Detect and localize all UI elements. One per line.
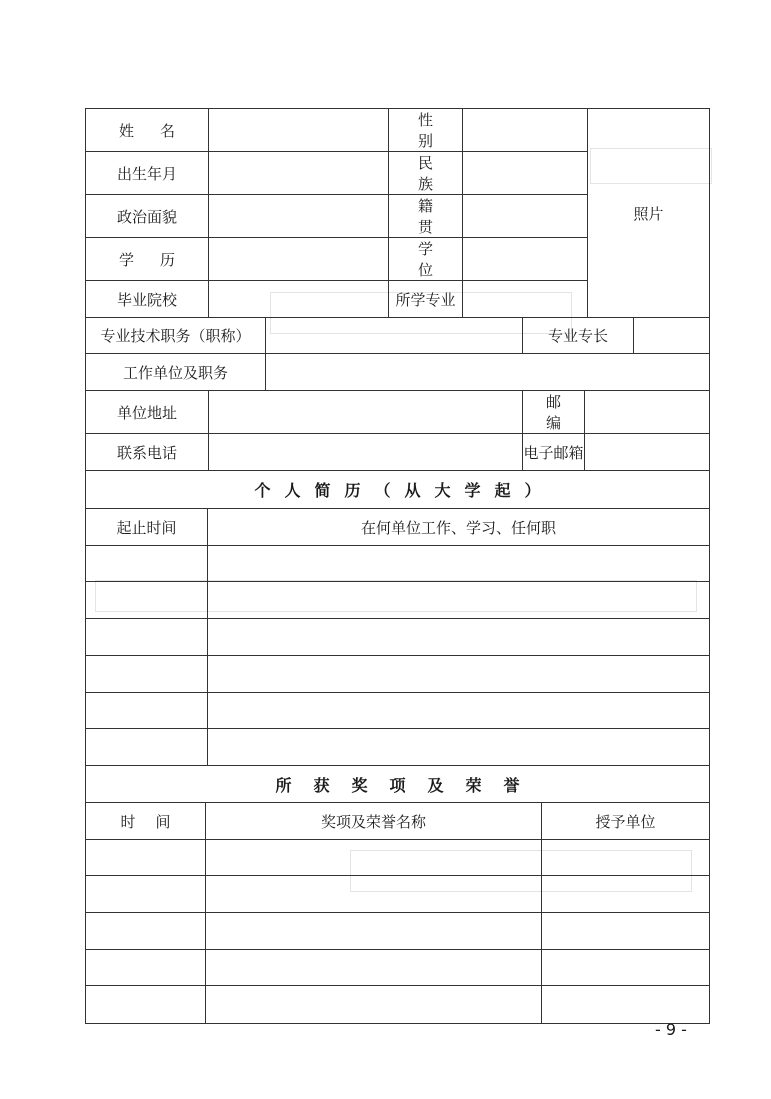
award-name-cell[interactable]: [206, 913, 542, 950]
application-form: [85, 108, 709, 1024]
birth-date-field[interactable]: [209, 152, 389, 195]
professional-title-field[interactable]: [266, 318, 523, 354]
native-place-label: 籍贯: [389, 195, 463, 238]
resume-period-cell[interactable]: [86, 619, 208, 656]
resume-period-cell[interactable]: [86, 546, 208, 582]
award-name-cell[interactable]: [206, 840, 542, 876]
degree-label: 学位: [389, 238, 463, 281]
phone-label: 联系电话: [86, 434, 209, 471]
award-time-cell[interactable]: [86, 913, 206, 950]
professional-title-label: 专业技术职务（职称）: [86, 318, 266, 354]
award-grantor-cell[interactable]: [542, 913, 710, 950]
phone-field[interactable]: [209, 434, 523, 471]
basic-info-table: [85, 108, 710, 471]
page-number: - 9 -: [655, 1020, 687, 1039]
resume-col-detail: 在何单位工作、学习、任何职: [208, 509, 710, 546]
work-address-field[interactable]: [209, 391, 523, 434]
political-status-field[interactable]: [209, 195, 389, 238]
award-name-cell[interactable]: [206, 876, 542, 913]
gender-label: 性别: [389, 109, 463, 152]
resume-period-cell[interactable]: [86, 582, 208, 619]
graduate-school-field[interactable]: [209, 281, 389, 318]
resume-period-cell[interactable]: [86, 693, 208, 729]
ethnicity-field[interactable]: [463, 152, 588, 195]
award-grantor-cell[interactable]: [542, 840, 710, 876]
awards-col-name: 奖项及荣誉名称: [206, 803, 542, 840]
workplace-label: 工作单位及职务: [86, 354, 266, 391]
resume-period-cell[interactable]: [86, 656, 208, 693]
graduate-school-label: 毕业院校: [86, 281, 209, 318]
native-place-field[interactable]: [463, 195, 588, 238]
award-time-cell[interactable]: [86, 986, 206, 1024]
postcode-field[interactable]: [585, 391, 710, 434]
award-time-cell[interactable]: [86, 876, 206, 913]
award-grantor-cell[interactable]: [542, 876, 710, 913]
awards-col-grantor: 授予单位: [542, 803, 710, 840]
education-label: 学历: [86, 238, 209, 281]
award-grantor-cell[interactable]: [542, 950, 710, 986]
resume-detail-cell[interactable]: [208, 619, 710, 656]
resume-detail-cell[interactable]: [208, 546, 710, 582]
awards-col-time: 时间: [86, 803, 206, 840]
award-time-cell[interactable]: [86, 840, 206, 876]
email-label: 电子邮箱: [523, 434, 585, 471]
resume-detail-cell[interactable]: [208, 656, 710, 693]
award-name-cell[interactable]: [206, 950, 542, 986]
education-field[interactable]: [209, 238, 389, 281]
resume-detail-cell[interactable]: [208, 693, 710, 729]
specialty-label: 专业专长: [523, 318, 634, 354]
work-address-label: 单位地址: [86, 391, 209, 434]
resume-col-period: 起止时间: [86, 509, 208, 546]
postcode-label: 邮编: [523, 391, 585, 434]
birth-date-label: 出生年月: [86, 152, 209, 195]
resume-section-title: [86, 471, 710, 509]
political-status-label: 政治面貌: [86, 195, 209, 238]
awards-section-title: [86, 766, 710, 803]
resume-title-text: 个人简历（从大学起）: [254, 481, 555, 500]
award-time-cell[interactable]: [86, 950, 206, 986]
photo-box[interactable]: 照片: [588, 109, 710, 318]
awards-title-text: 所获奖项及荣誉: [275, 775, 542, 795]
award-grantor-cell[interactable]: [542, 986, 710, 1024]
degree-field[interactable]: [463, 238, 588, 281]
name-label: 姓名: [86, 109, 209, 152]
major-label: 所学专业: [389, 281, 463, 318]
gender-field[interactable]: [463, 109, 588, 152]
resume-detail-cell[interactable]: [208, 582, 710, 619]
name-field[interactable]: [209, 109, 389, 152]
awards-table: [85, 765, 710, 1024]
resume-table: [85, 470, 710, 766]
resume-detail-cell[interactable]: [208, 729, 710, 766]
email-field[interactable]: [585, 434, 710, 471]
ethnicity-label: 民族: [389, 152, 463, 195]
resume-period-cell[interactable]: [86, 729, 208, 766]
workplace-field[interactable]: [266, 354, 710, 391]
specialty-field[interactable]: [634, 318, 710, 354]
major-field[interactable]: [463, 281, 588, 318]
award-name-cell[interactable]: [206, 986, 542, 1024]
